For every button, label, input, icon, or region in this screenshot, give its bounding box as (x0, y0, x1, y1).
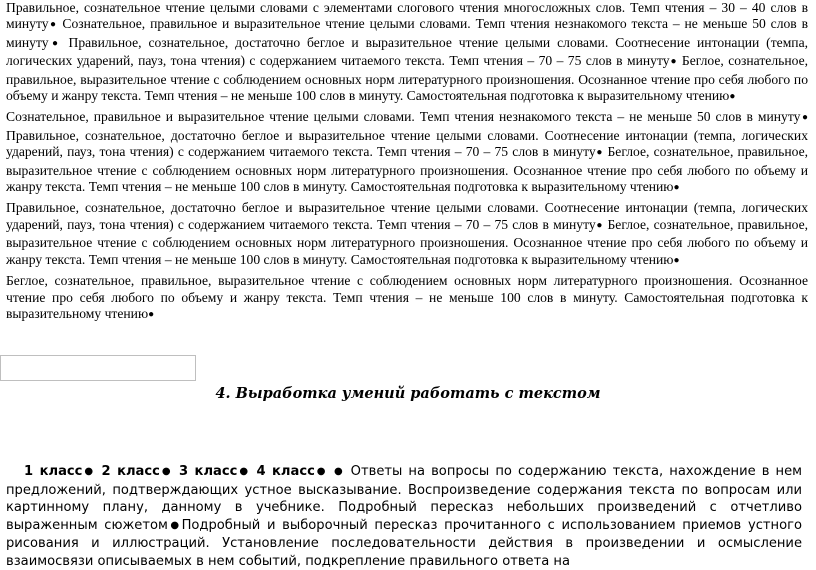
paragraph-text: Сознательное, правильное и выразительное чтение целыми словами. Темп чтения незнакомого текста – не меньше 50 слов в минуту (6, 109, 801, 125)
paragraph-text: Сознательное, правильное и выразительное чтение целыми словами. Темп чтения незнакомого текста – не меньше 50 слов в минуту (6, 16, 808, 50)
paragraph-grades-1-4 (6, 0, 808, 106)
bullet-icon: ● (48, 19, 58, 31)
text-work-body: Ответы на вопросы по содержанию текста, нахождение в нем предложений, подтверждающих устное высказывание. Воспроизведение содержания текста по вопросам или картинному плану, данному в учебнике. Подробный пересказ небольших произведений с отчетливо выраженным сюжетом (6, 464, 803, 533)
empty-cell-box (0, 355, 196, 381)
bullet-icon: ● (48, 37, 62, 49)
bullet-icon: ● (159, 466, 173, 477)
grade-4-label: 4 класс (256, 464, 315, 479)
paragraph-grades-3-4 (6, 200, 808, 270)
grade-3-label: 3 класс (178, 464, 238, 479)
bullet-icon: ● (673, 254, 680, 266)
grade-1-label: 1 класс (24, 464, 83, 479)
paragraph-text: Беглое, сознательное, правильное, выразительное чтение с соблюдением основных норм литературного произношения. Осознанное чтение про себя любого по объему и жанру текста. Темп чтения – не меньше 100 слов в минуту. Самостоятельная подготовка к выразительному чтению (6, 53, 808, 104)
bullet-icon: ● (800, 112, 808, 124)
paragraph-text: Правильное, сознательное, достаточно беглое и выразительное чтение целыми словами. Соотнесение интонации (темпа, логических ударений, пауз, тона чтения) с содержанием читаемого текста. Темп чтения – 70 – 75 слов в минуту (6, 127, 808, 160)
grade-2-label: 2 класс (101, 464, 160, 479)
document-page (6, 0, 808, 324)
bullet-icon: ● (673, 182, 680, 194)
bullet-icon: ● (595, 219, 604, 231)
bullet-icon: ● (237, 466, 250, 477)
paragraph-text: Правильное, сознательное, достаточно беглое и выразительное чтение целыми словами. Соотнесение интонации (темпа, логических ударений, пауз, тона чтения) с содержанием читаемого текста. Темп чтения – 70 – 75 слов в минуту (6, 34, 808, 69)
paragraph-text: Беглое, сознательное, правильное, выразительное чтение с соблюдением основных норм литературного произношения. Осознанное чтение про себя любого по объему и жанру текста. Темп чтения – не меньше 100 слов в минуту. Самостоятельная подготовка к выразительному чтению (6, 273, 808, 321)
bullet-icon: ● (595, 147, 604, 159)
bullet-icon: ● (82, 466, 95, 477)
section-heading: 4. Выработка умений работать с текстом (215, 385, 601, 402)
paragraph-text: Правильное, сознательное, достаточно беглое и выразительное чтение целыми словами. Соотнесение интонации (темпа, логических ударений, пауз, тона чтения) с содержанием читаемого текста. Темп чтения – 70 – 75 слов в минуту (6, 200, 808, 232)
paragraph-grades-2-4 (6, 109, 808, 197)
bullet-icon: ● (314, 466, 328, 477)
text-work-paragraph (6, 463, 802, 570)
bullet-icon: ● (167, 519, 182, 531)
bullet-icon: ● (669, 56, 678, 68)
bullet-icon: ● (333, 466, 345, 477)
paragraph-text: Правильное, сознательное чтение целыми словами с элементами слогового чтения многосложных слов. Темп чтения – 30 – 40 слов в минуту (6, 0, 808, 32)
paragraph-grade-4 (6, 273, 808, 324)
paragraph-text: Беглое, сознательное, правильное, выразительное чтение с соблюдением основных норм литературного произношения. Осознанное чтение про себя любого по объему и жанру текста. Темп чтения – не меньше 100 слов в минуту. Самостоятельная подготовка к выразительному чтению (6, 144, 808, 195)
bullet-icon: ● (148, 308, 155, 320)
bullet-icon: ● (729, 91, 736, 103)
text-work-body: Подробный и выборочный пересказ прочитанного с использованием приемов устного рисования и иллюстраций. Установление последовательности действия в произведении и осмысление взаимосвязи описываемых в нем событий, подкрепление правильного ответа на (6, 517, 802, 569)
paragraph-text: Беглое, сознательное, правильное, выразительное чтение с соблюдением основных норм литературного произношения. Осознанное чтение про себя любого по объему и жанру текста. Темп чтения – не меньше 100 слов в минуту. Самостоятельная подготовка к выразительному чтению (6, 216, 808, 267)
grade-labels (6, 464, 345, 479)
